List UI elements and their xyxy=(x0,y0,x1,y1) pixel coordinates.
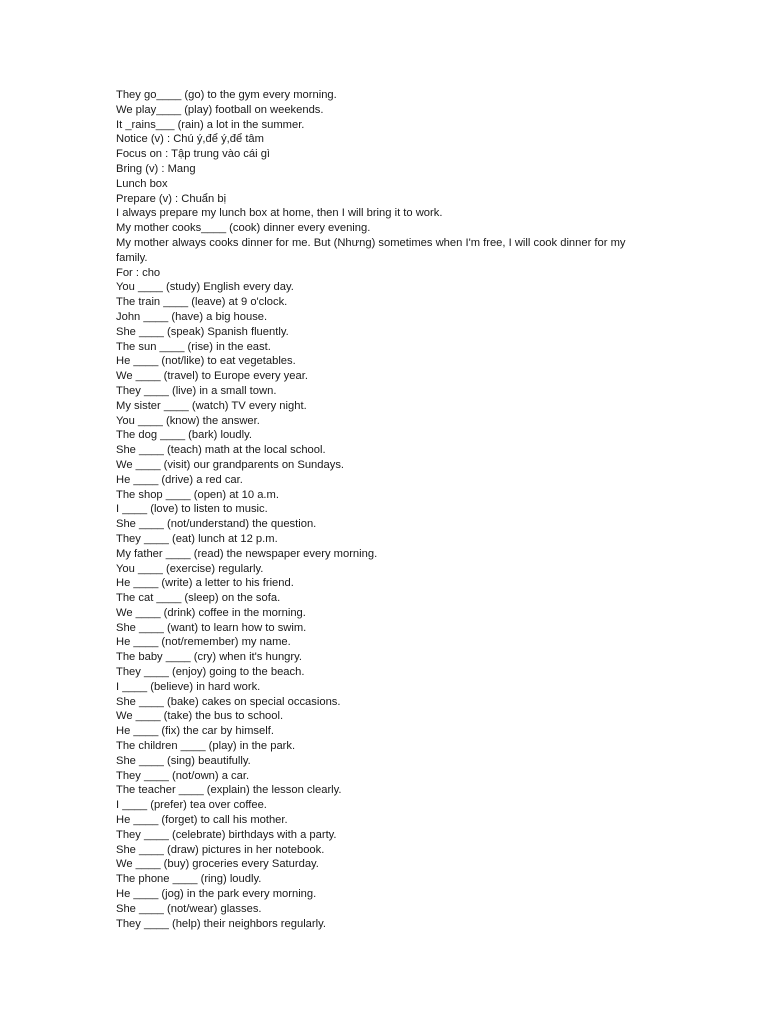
document-line: We ____ (travel) to Europe every year. xyxy=(116,370,308,383)
document-line: He ____ (not/remember) my name. xyxy=(116,636,291,649)
document-line: The baby ____ (cry) when it's hungry. xyxy=(116,651,302,664)
document-line: The train ____ (leave) at 9 o'clock. xyxy=(116,296,288,309)
document-line: She ____ (not/understand) the question. xyxy=(116,518,317,531)
document-line: She ____ (teach) math at the local school. xyxy=(116,444,326,457)
document-line: We ____ (visit) our grandparents on Sundays. xyxy=(116,458,345,471)
document-line: We ____ (drink) coffee in the morning. xyxy=(116,606,306,619)
document-line: We ____ (buy) groceries every Saturday. xyxy=(116,858,319,871)
document-line: Lunch box xyxy=(116,177,168,190)
document-line: I ____ (believe) in hard work. xyxy=(116,680,261,693)
document-line: My mother cooks____ (cook) dinner every evening. xyxy=(116,222,371,235)
document-line: The children ____ (play) in the park. xyxy=(116,740,296,753)
document-line: I ____ (love) to listen to music. xyxy=(116,503,268,516)
document-line: They ____ (celebrate) birthdays with a party. xyxy=(116,828,337,841)
document-line: The teacher ____ (explain) the lesson clearly. xyxy=(116,784,342,797)
document-line: The cat ____ (sleep) on the sofa. xyxy=(116,592,281,605)
document-line: It _rains___ (rain) a lot in the summer. xyxy=(116,118,305,131)
document-line: You ____ (study) English every day. xyxy=(116,281,294,294)
document-line: I always prepare my lunch box at home, then I will bring it to work. xyxy=(116,207,443,220)
document-line: Focus on : Tập trung vào cái gì xyxy=(116,148,271,161)
document-line: She ____ (bake) cakes on special occasions. xyxy=(116,695,341,708)
document-line: They ____ (live) in a small town. xyxy=(116,384,277,397)
document-line: Notice (v) : Chú ý,để ý,để tâm xyxy=(116,133,264,146)
document-line: They ____ (not/own) a car. xyxy=(116,769,250,782)
document-line: They ____ (help) their neighbors regularly. xyxy=(116,917,326,930)
document-line: He ____ (fix) the car by himself. xyxy=(116,725,274,738)
document-line: They go____ (go) to the gym every morning. xyxy=(116,89,337,101)
document-line: She ____ (not/wear) glasses. xyxy=(116,902,262,915)
document-line: They ____ (eat) lunch at 12 p.m. xyxy=(116,532,278,545)
document-line: John ____ (have) a big house. xyxy=(116,310,268,323)
document-line: She ____ (speak) Spanish fluently. xyxy=(116,325,289,338)
document-line: My sister ____ (watch) TV every night. xyxy=(116,399,307,412)
document-line: He ____ (forget) to call his mother. xyxy=(116,814,288,827)
document-line: The shop ____ (open) at 10 a.m. xyxy=(116,488,279,501)
document-line: My father ____ (read) the newspaper every morning. xyxy=(116,547,378,560)
document-line: She ____ (sing) beautifully. xyxy=(116,754,251,767)
document-line: You ____ (know) the answer. xyxy=(116,414,260,427)
document-line: She ____ (draw) pictures in her notebook. xyxy=(116,843,325,856)
document-line: My mother always cooks dinner for me. But (Nhưng) sometimes when I'm free, I will cook dinner for my family. xyxy=(116,236,626,264)
document-line: They ____ (enjoy) going to the beach. xyxy=(116,666,305,679)
document-line: He ____ (write) a letter to his friend. xyxy=(116,577,294,590)
document-line: For : cho xyxy=(116,266,161,279)
document-line: The sun ____ (rise) in the east. xyxy=(116,340,271,353)
document-line: He ____ (jog) in the park every morning. xyxy=(116,888,317,901)
document-line: Bring (v) : Mang xyxy=(116,162,196,175)
document-line: You ____ (exercise) regularly. xyxy=(116,562,264,575)
document-line: I ____ (prefer) tea over coffee. xyxy=(116,799,267,812)
document-page xyxy=(116,88,656,931)
document-line: The dog ____ (bark) loudly. xyxy=(116,429,252,442)
document-line: Prepare (v) : Chuẩn bị xyxy=(116,192,227,205)
document-line: The phone ____ (ring) loudly. xyxy=(116,873,262,886)
document-line: He ____ (not/like) to eat vegetables. xyxy=(116,355,296,368)
document-line: He ____ (drive) a red car. xyxy=(116,473,243,486)
document-line: We play____ (play) football on weekends. xyxy=(116,103,324,116)
document-line: She ____ (want) to learn how to swim. xyxy=(116,621,307,634)
document-line: We ____ (take) the bus to school. xyxy=(116,710,284,723)
